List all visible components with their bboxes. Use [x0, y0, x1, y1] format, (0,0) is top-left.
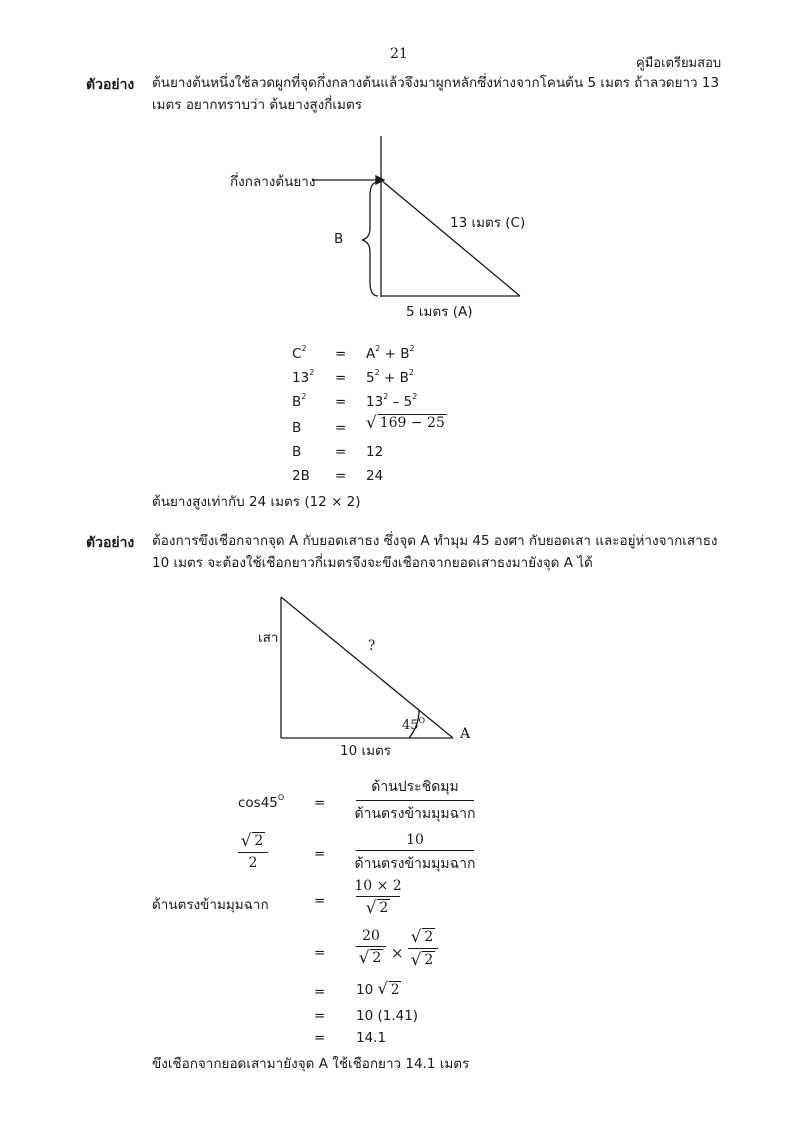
example-1-line-2: เมตร อยากทราบว่า ต้นยางสูงกี่เมตร — [152, 97, 362, 113]
example-2-line-1: ต้องการขึงเชือกจากจุด A กับยอดเสาธง ซึ่งจุด A ทำมุม 45 องศา กับยอดเสา และอยู่ห่างจากเสาธง — [152, 533, 718, 549]
work-row-1-eq: = — [335, 346, 347, 362]
tree-hyp-line — [381, 180, 520, 296]
work-row-3-eq: = — [335, 394, 347, 410]
pole-triangle-diagram — [281, 597, 453, 738]
work-row-3-rhs: $13^2 - 5^2$ — [366, 392, 418, 410]
height-label-b: B — [334, 231, 344, 247]
times-sign: × — [391, 944, 404, 962]
height-brace — [362, 182, 378, 296]
midpoint-label: กึ่งกลางต้นยาง — [230, 174, 316, 190]
hyp-text-label: ด้านตรงข้ามมุมฉาก — [152, 897, 269, 913]
pole-hyp-line — [281, 597, 453, 738]
example-1-label: ตัวอย่าง — [86, 77, 135, 93]
root2-eq: = — [314, 846, 326, 862]
work-row-4-lhs: B — [292, 420, 302, 436]
work-row-6-eq: = — [335, 468, 347, 484]
work-row-5-eq: = — [335, 444, 347, 460]
work-row-1-lhs: $C^2$ — [292, 344, 307, 362]
fraction-10-over-hyp: 10 ด้านตรงข้ามมุมฉาก — [354, 832, 476, 872]
work-row-4-sqrt: √ 169 − 25 — [366, 412, 445, 432]
step-5-final: 14.1 — [356, 1030, 387, 1046]
work-row-3-lhs: $B^2$ — [292, 392, 307, 410]
fraction-root2-over-root2: √ 2 √ 2 — [408, 928, 438, 969]
example-2-line-2: 10 เมตร จะต้องใช้เชือกยาวกี่เมตรจึงจะขึงเชือกจากยอดเสาธงมายังจุด A ได้ — [152, 555, 593, 571]
work-row-4-eq: = — [335, 420, 347, 436]
unknown-hyp-label: ? — [368, 638, 376, 654]
example-2-problem — [152, 530, 722, 574]
work-row-2-rhs: $5^2 + B^2$ — [366, 368, 414, 386]
fraction-1-denominator: ด้านตรงข้ามมุมฉาก — [354, 806, 476, 822]
step-3-ten-root2: 10 √ 2 — [356, 979, 400, 998]
fraction-1-numerator: ด้านประชิดมุม — [371, 779, 459, 795]
example-2-label: ตัวอย่าง — [86, 535, 135, 551]
base-label-5m: 5 เมตร (A) — [406, 304, 473, 320]
step-2-eq: = — [314, 945, 326, 961]
angle-label: $45^O$ — [402, 716, 426, 733]
example-1-line-1: ต้นยางต้นหนึ่งใช้ลวดผูกที่จุดกึ่งกลางต้นแล้วจึงมาผูกหลักซึ่งห่างจากโคนต้น 5 เมตร ถ้าลวดยาว 13 — [152, 75, 720, 91]
step-4-decimal: 10 (1.41) — [356, 1008, 419, 1024]
work-row-6-rhs: 24 — [366, 468, 384, 484]
work-row-5-rhs: 12 — [366, 444, 384, 460]
work-row-2-lhs: $13^2$ — [292, 368, 315, 386]
fraction-20-over-root2: 20 √ 2 — [356, 928, 386, 967]
work-row-6-lhs: 2B — [292, 468, 310, 484]
hyp-eq: = — [314, 893, 326, 909]
page-number: 21 — [390, 46, 408, 62]
work-row-5-lhs: B — [292, 444, 302, 460]
fraction-adjacent-over-hyp — [356, 776, 474, 825]
step-4-eq: = — [314, 1008, 326, 1024]
example-2-conclusion: ขึงเชือกจากยอดเสามายังจุด A ใช้เชือกยาว 14.1 เมตร — [152, 1056, 470, 1072]
example-1-conclusion: ต้นยางสูงเท่ากับ 24 เมตร (12 × 2) — [152, 494, 361, 510]
point-a-label: A — [460, 726, 471, 742]
work-row-1-rhs: $A^2 + B^2$ — [366, 344, 415, 362]
fraction-root2-over-2: √ 2 2 — [238, 832, 268, 871]
pole-label: เสา — [258, 630, 279, 646]
book-title: คู่มือเตรียมสอบ — [636, 56, 722, 71]
cos-eq: = — [314, 795, 326, 811]
fraction-10x2-over-root2: 10 × 2 √ 2 — [354, 878, 402, 917]
cos-label: $\cos 45^O$ — [238, 793, 285, 811]
midpoint-arrow-head — [376, 176, 384, 184]
hyp-label-13m: 13 เมตร (C) — [450, 215, 526, 231]
step-5-eq: = — [314, 1030, 326, 1046]
base-label-10m: 10 เมตร — [340, 743, 392, 759]
step-3-eq: = — [314, 984, 326, 1000]
work-row-2-eq: = — [335, 370, 347, 386]
